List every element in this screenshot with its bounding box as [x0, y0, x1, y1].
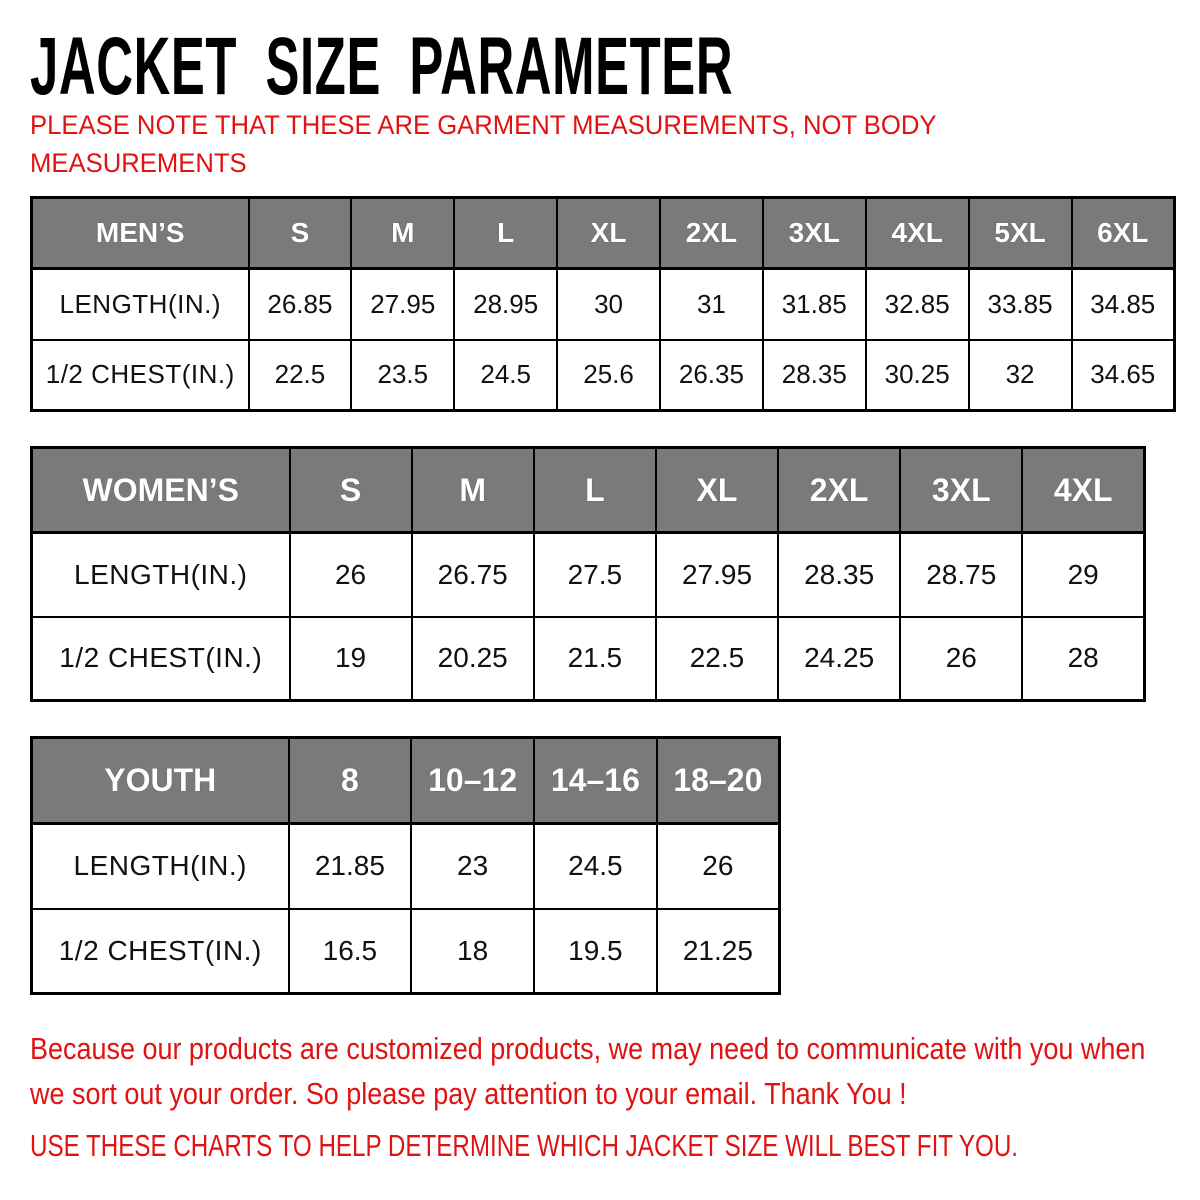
- value-cell: 25.6: [557, 340, 660, 411]
- value-cell: 26: [657, 824, 780, 909]
- header-cell: S: [249, 198, 352, 269]
- value-cell: 19.5: [534, 909, 657, 994]
- table-header-row: [32, 198, 1175, 269]
- header-cell: 18–20: [657, 738, 780, 824]
- header-cell: 2XL: [778, 448, 900, 533]
- header-cell: M: [351, 198, 454, 269]
- value-cell: 34.65: [1072, 340, 1175, 411]
- table-row: [32, 617, 1145, 701]
- row-label-cell: 1/2 CHEST(IN.): [32, 617, 290, 701]
- value-cell: 16.5: [289, 909, 412, 994]
- value-cell: 26.85: [249, 269, 352, 340]
- value-cell: 27.95: [351, 269, 454, 340]
- header-cell: 3XL: [763, 198, 866, 269]
- value-cell: 18: [411, 909, 534, 994]
- value-cell: 31: [660, 269, 763, 340]
- header-cell: 4XL: [1022, 448, 1144, 533]
- value-cell: 29: [1022, 533, 1144, 617]
- row-label-cell: LENGTH(IN.): [32, 269, 249, 340]
- value-cell: 21.5: [534, 617, 656, 701]
- womens-header-cell: WOMEN’S: [32, 448, 290, 533]
- row-label-cell: 1/2 CHEST(IN.): [32, 340, 249, 411]
- fit-advice-line: USE THESE CHARTS TO HELP DETERMINE WHICH JACKET SIZE WILL BEST FIT YOU.: [30, 1128, 1019, 1163]
- value-cell: 22.5: [656, 617, 778, 701]
- header-cell: 14–16: [534, 738, 657, 824]
- value-cell: 19: [290, 617, 412, 701]
- value-cell: 28.75: [900, 533, 1022, 617]
- value-cell: 21.25: [657, 909, 780, 994]
- table-header-row: [32, 448, 1145, 533]
- row-label-cell: LENGTH(IN.): [32, 824, 289, 909]
- mens-size-table: [30, 196, 1176, 412]
- value-cell: 28.35: [763, 340, 866, 411]
- value-cell: 24.25: [778, 617, 900, 701]
- value-cell: 32.85: [866, 269, 969, 340]
- header-cell: M: [412, 448, 534, 533]
- garment-measurement-note: PLEASE NOTE THAT THESE ARE GARMENT MEASUREMENTS, NOT BODY MEASUREMENTS: [30, 110, 937, 178]
- table-header-row: [32, 738, 780, 824]
- header-cell: L: [454, 198, 557, 269]
- value-cell: 34.85: [1072, 269, 1175, 340]
- header-cell: 8: [289, 738, 412, 824]
- value-cell: 32: [969, 340, 1072, 411]
- table-row: [32, 533, 1145, 617]
- header-cell: 4XL: [866, 198, 969, 269]
- value-cell: 27.5: [534, 533, 656, 617]
- table-row: [32, 340, 1175, 411]
- value-cell: 20.25: [412, 617, 534, 701]
- header-cell: 10–12: [411, 738, 534, 824]
- mens-header-cell: MEN’S: [32, 198, 249, 269]
- value-cell: 22.5: [249, 340, 352, 411]
- value-cell: 26: [290, 533, 412, 617]
- value-cell: 28: [1022, 617, 1144, 701]
- youth-header-cell: YOUTH: [32, 738, 289, 824]
- womens-size-table: [30, 446, 1146, 702]
- page-title: JACKET SIZE PARAMETER: [30, 21, 734, 112]
- value-cell: 24.5: [454, 340, 557, 411]
- value-cell: 33.85: [969, 269, 1072, 340]
- value-cell: 31.85: [763, 269, 866, 340]
- header-cell: S: [290, 448, 412, 533]
- header-cell: 3XL: [900, 448, 1022, 533]
- value-cell: 30: [557, 269, 660, 340]
- value-cell: 27.95: [656, 533, 778, 617]
- row-label-cell: 1/2 CHEST(IN.): [32, 909, 289, 994]
- header-cell: L: [534, 448, 656, 533]
- header-cell: 6XL: [1072, 198, 1175, 269]
- value-cell: 26: [900, 617, 1022, 701]
- header-cell: 2XL: [660, 198, 763, 269]
- table-row: [32, 269, 1175, 340]
- value-cell: 21.85: [289, 824, 412, 909]
- table-row: [32, 909, 780, 994]
- value-cell: 30.25: [866, 340, 969, 411]
- value-cell: 28.35: [778, 533, 900, 617]
- value-cell: 28.95: [454, 269, 557, 340]
- value-cell: 26.75: [412, 533, 534, 617]
- value-cell: 26.35: [660, 340, 763, 411]
- table-row: [32, 824, 780, 909]
- header-cell: XL: [557, 198, 660, 269]
- row-label-cell: LENGTH(IN.): [32, 533, 290, 617]
- value-cell: 24.5: [534, 824, 657, 909]
- value-cell: 23.5: [351, 340, 454, 411]
- customization-notice: Because our products are customized products, we may need to communicate with you when we sort out your order. So please pay attention to your email. Thank You !: [30, 1031, 1146, 1111]
- value-cell: 23: [411, 824, 534, 909]
- header-cell: XL: [656, 448, 778, 533]
- header-cell: 5XL: [969, 198, 1072, 269]
- youth-size-table: [30, 736, 781, 995]
